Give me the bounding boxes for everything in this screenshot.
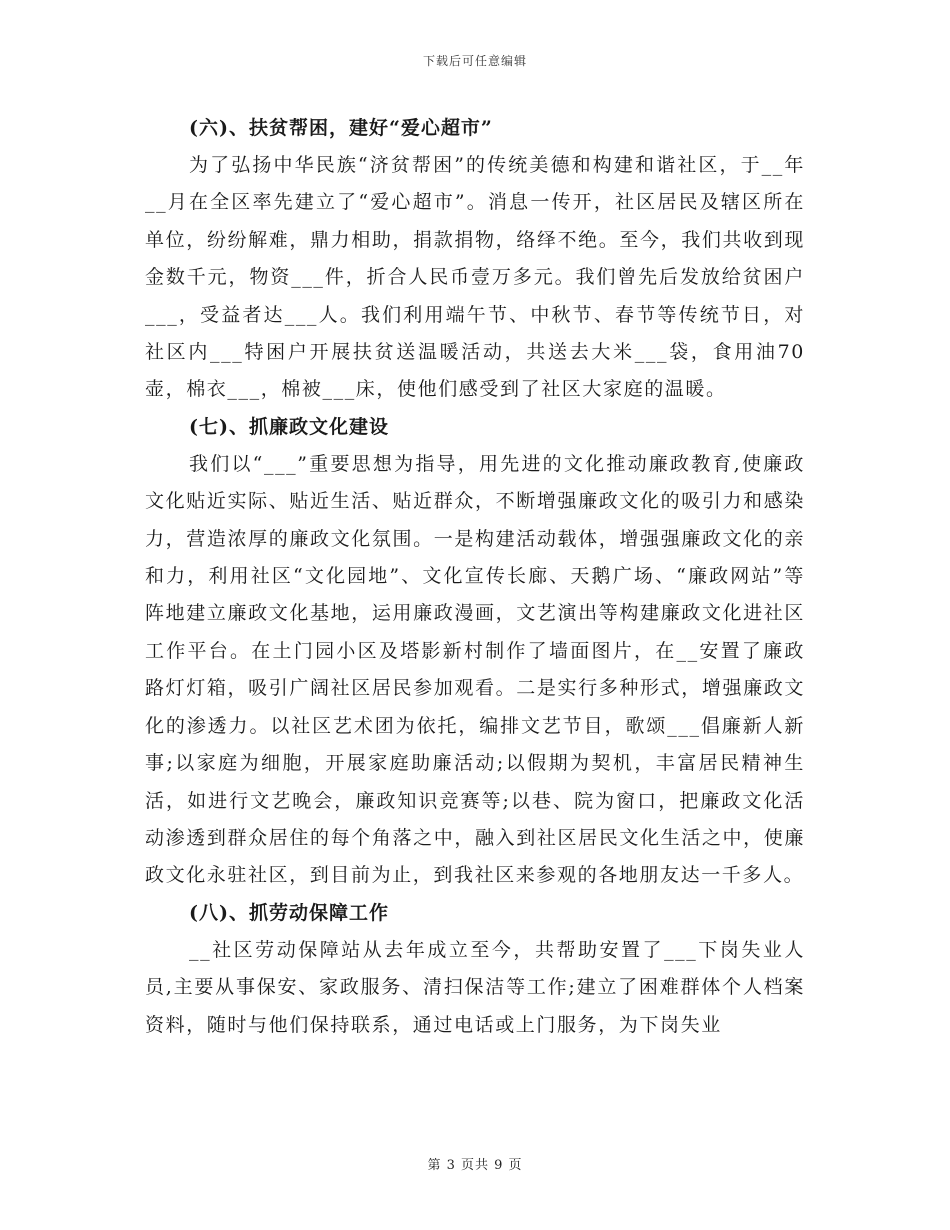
page-footer: 第 3 页共 9 页 [427, 1158, 523, 1173]
section-heading-8: (八)、抓劳动保障工作 [189, 901, 389, 924]
section-heading-6: (六)、扶贫帮困，建好“爱心超市” [189, 117, 493, 139]
section-paragraph-7: 我们以“___”重要思想为指导，用先进的文化推动廉政教育,使廉政文化贴近实际、贴近生活、贴近群众，不断增强廉政文化的吸引力和感染力，营造浓厚的廉政文化氛围。一是构建活动载体，增强强廉政文化的亲和力，利用社区“文化园地”、文化宣传长廊、天鹅广场、“廉政网站”等阵地建立廉政文化基地，运用廉政漫画，文艺演出等构建廉政文化进社区工作平台。在土门园小区及塔影新村制作了墙面图片，在__安置了廉政路灯灯箱，吸引广阔社区居民参加观看。二是实行多种形式，增强廉政文化的渗透力。以社区艺术团为依托，编排文艺节目，歌颂___倡廉新人新事;以家庭为细胞，开展家庭助廉活动;以假期为契机，丰富居民精神生活，如进行文艺晚会，廉政知识竞赛等;以巷、院为窗口，把廉政文化活动渗透到群众居住的每个角落之中，融入到社区居民文化生活之中，使廉政文化永驻社区，到目前为止，到我社区来参观的各地朋友达一千多人。 [145, 452, 805, 887]
section-paragraph-8: __社区劳动保障站从去年成立至今，共帮助安置了___下岗失业人员,主要从事保安、家政服务、清扫保洁等工作;建立了困难群体个人档案资料，随时与他们保持联系，通过电话或上门服务，为下岗失业 [145, 938, 805, 1036]
page-header: 下载后可任意编辑 [422, 54, 527, 68]
section-paragraph-6: 为了弘扬中华民族“济贫帮困”的传统美德和构建和谐社区，于__年__月在全区率先建立了“爱心超市”。消息一传开，社区居民及辖区所在单位，纷纷解难，鼎力相助，捐款捐物，络绎不绝。至今，我们共收到现金数千元，物资___件，折合人民币壹万多元。我们曾先后发放给贫困户___，受益者达___人。我们利用端午节、中秋节、春节等传统节日，对社区内___特困户开展扶贫送温暖活动，共送去大米___袋，食用油70壶，棉衣___，棉被___床，使他们感受到了社区大家庭的温暖。 [145, 154, 805, 401]
section-heading-7: (七)、抓廉政文化建设 [189, 415, 389, 438]
document-body [145, 110, 805, 1044]
